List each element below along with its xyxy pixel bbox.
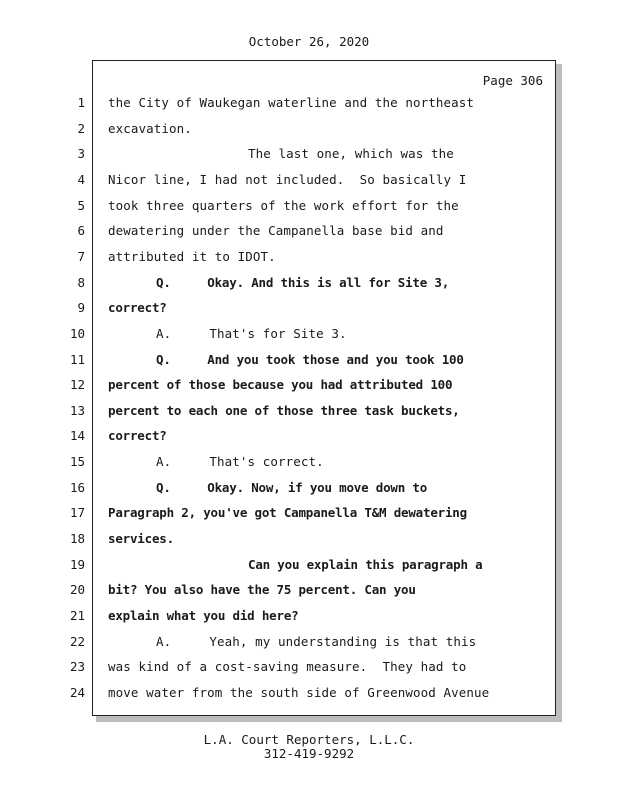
line-number: 3 xyxy=(77,146,85,161)
line-text: Can you explain this paragraph a xyxy=(248,557,483,572)
line-text: Q. Okay. And this is all for Site 3, xyxy=(156,275,450,290)
line-number: 18 xyxy=(69,531,85,546)
line-text: attributed it to IDOT. xyxy=(108,249,276,264)
line-number: 1 xyxy=(77,95,85,110)
footer-company: L.A. Court Reporters, L.L.C. xyxy=(203,732,415,747)
line-text: The last one, which was the xyxy=(248,146,454,161)
line-text: took three quarters of the work effort for the xyxy=(108,198,459,213)
page-number: Page 306 xyxy=(482,73,543,88)
line-text: Q. And you took those and you took 100 xyxy=(156,352,464,367)
line-number: 15 xyxy=(69,454,85,469)
line-number: 7 xyxy=(77,249,85,264)
line-text: dewatering under the Campanella base bid and xyxy=(108,223,444,238)
line-number: 4 xyxy=(77,172,85,187)
line-text: Paragraph 2, you've got Campanella T&M dewatering xyxy=(108,505,467,520)
line-number: 19 xyxy=(69,557,85,572)
line-number: 9 xyxy=(77,300,85,315)
line-text: A. Yeah, my understanding is that this xyxy=(156,634,477,649)
line-number: 23 xyxy=(69,659,85,674)
line-number: 5 xyxy=(77,198,85,213)
line-text: Q. Okay. Now, if you move down to xyxy=(156,480,428,495)
line-text: the City of Waukegan waterline and the northeast xyxy=(108,95,475,110)
line-text: correct? xyxy=(108,300,167,315)
line-number: 17 xyxy=(69,505,85,520)
line-text: excavation. xyxy=(108,121,192,136)
line-number: 2 xyxy=(77,121,85,136)
line-text: bit? You also have the 75 percent. Can you xyxy=(108,582,416,597)
line-number: 20 xyxy=(69,582,85,597)
line-number: 21 xyxy=(69,608,85,623)
line-text: A. That's correct. xyxy=(156,454,324,469)
line-number: 6 xyxy=(77,223,85,238)
line-number: 10 xyxy=(69,326,85,341)
line-text: explain what you did here? xyxy=(108,608,299,623)
line-text: was kind of a cost-saving measure. They had to xyxy=(108,659,467,674)
footer-phone: 312-419-9292 xyxy=(263,746,355,761)
line-text: Nicor line, I had not included. So basically I xyxy=(108,172,467,187)
line-number: 24 xyxy=(69,685,85,700)
line-text: A. That's for Site 3. xyxy=(156,326,347,341)
line-number: 16 xyxy=(69,480,85,495)
line-text: move water from the south side of Greenwood Avenue xyxy=(108,685,490,700)
line-number: 14 xyxy=(69,428,85,443)
line-text: percent of those because you had attributed 100 xyxy=(108,377,453,392)
line-number: 22 xyxy=(69,634,85,649)
line-number: 8 xyxy=(77,275,85,290)
line-text: correct? xyxy=(108,428,167,443)
line-text: services. xyxy=(108,531,174,546)
line-number: 11 xyxy=(69,352,85,367)
line-number: 12 xyxy=(69,377,85,392)
header-date: October 26, 2020 xyxy=(248,34,370,49)
line-text: percent to each one of those three task buckets, xyxy=(108,403,460,418)
line-number: 13 xyxy=(69,403,85,418)
